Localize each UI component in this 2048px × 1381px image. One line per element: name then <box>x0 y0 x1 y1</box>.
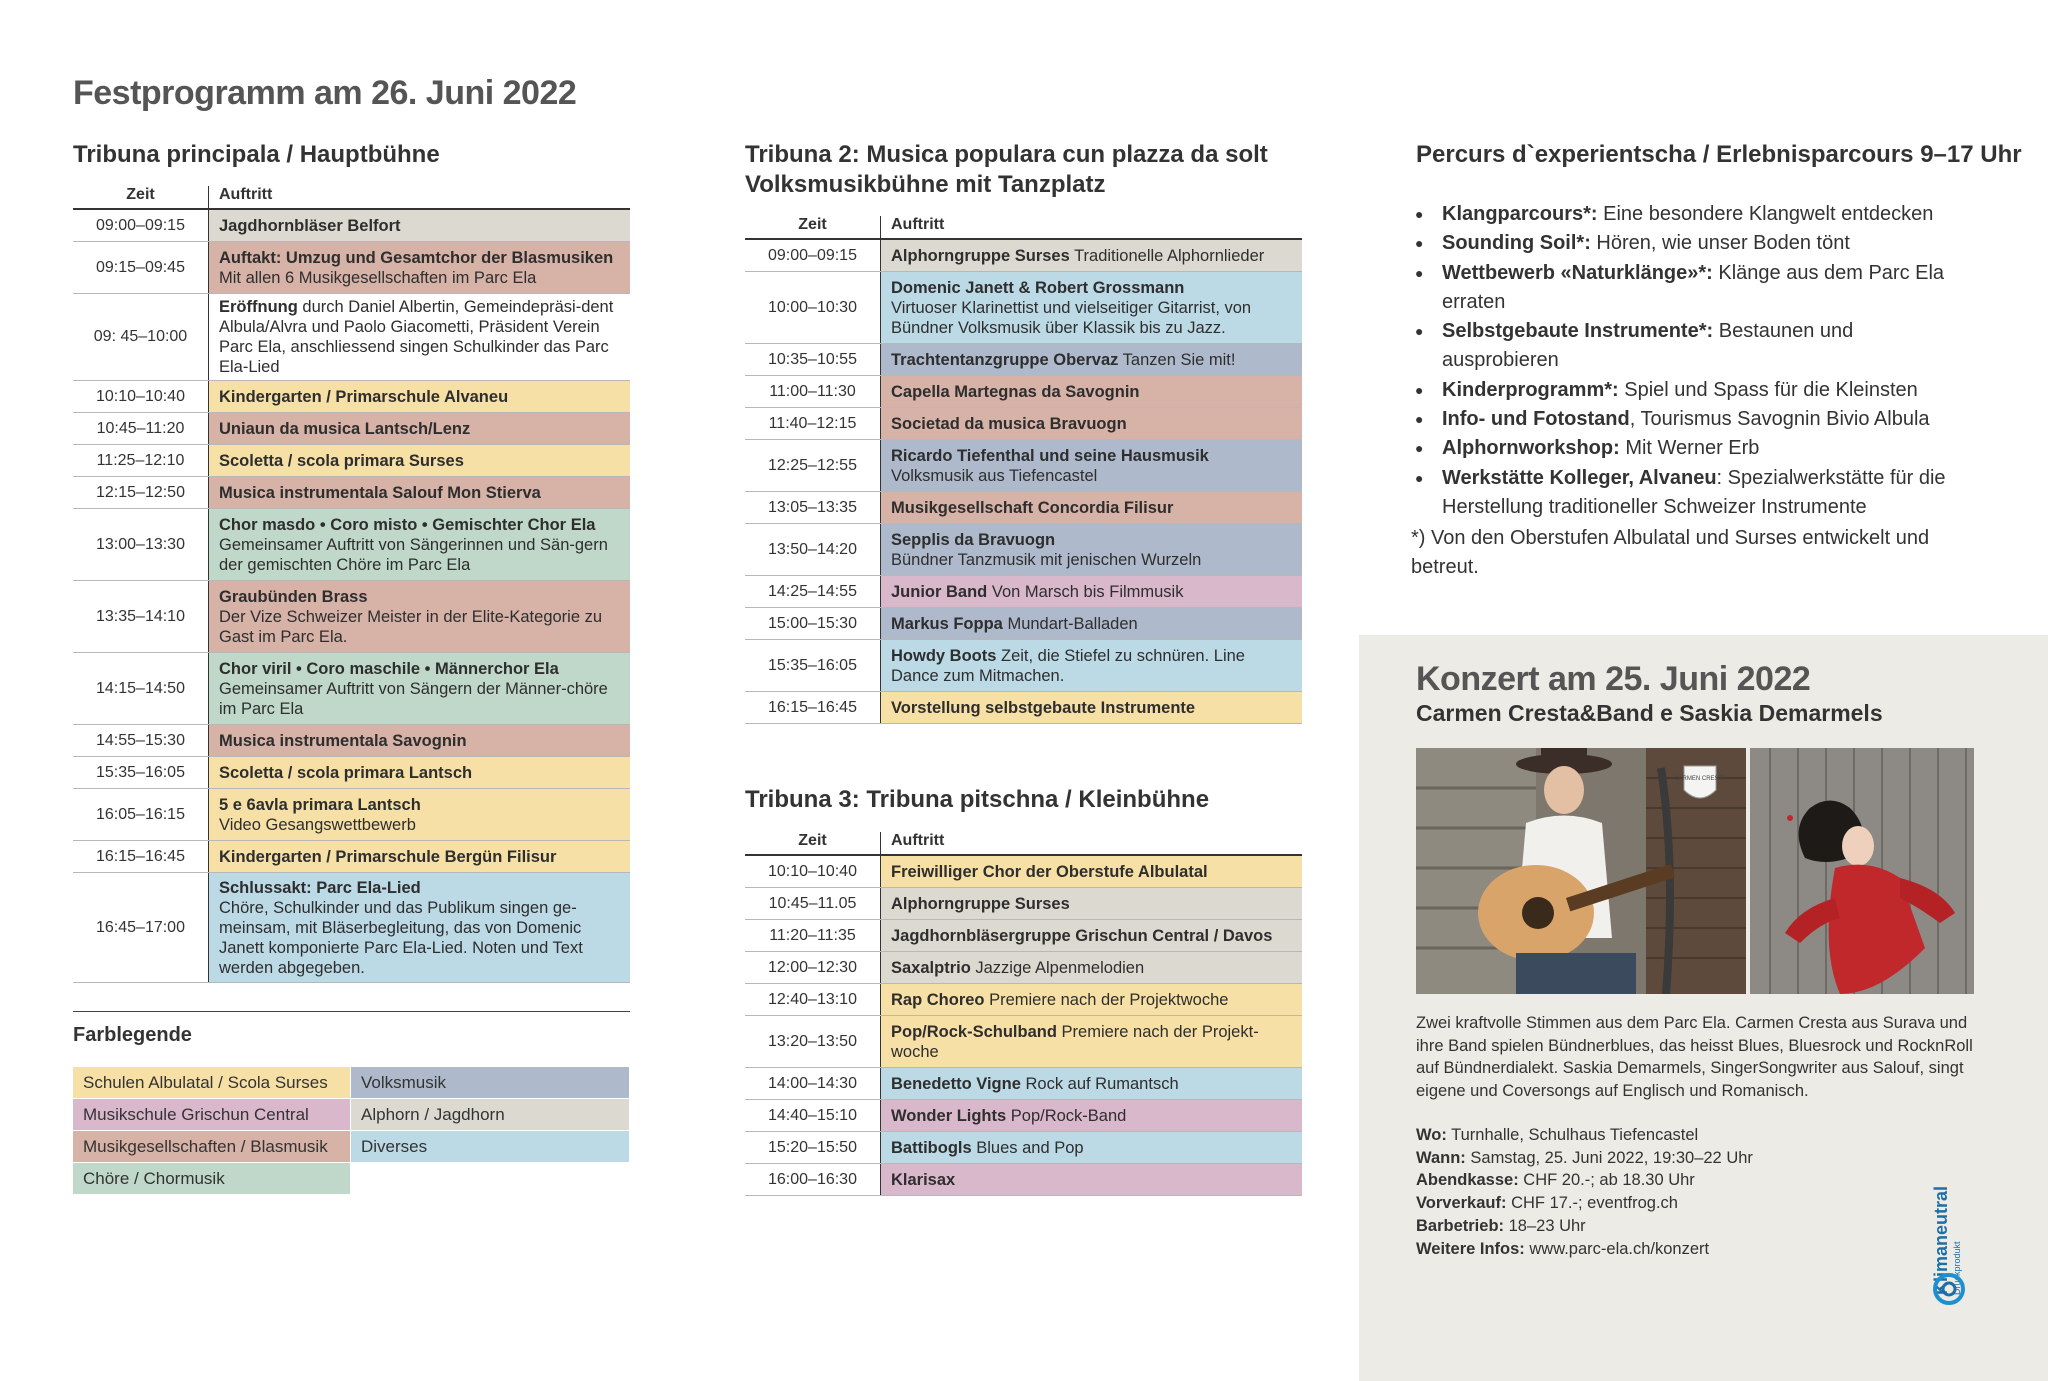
concert-info-label: Wo: <box>1416 1126 1447 1144</box>
act-name: Domenic Janett & Robert Grossmann <box>891 278 1185 297</box>
schedule-row <box>73 509 630 581</box>
time-cell: 12:15–12:50 <box>96 483 185 501</box>
time-cell: 12:25–12:55 <box>768 456 857 474</box>
act-description: Rock auf Rumantsch <box>1020 1074 1179 1093</box>
concert-info-value: Turnhalle, Schulhaus Tiefencastel <box>1446 1126 1699 1144</box>
act-description: Blues and Pop <box>971 1138 1084 1157</box>
schedule-row <box>745 888 1302 920</box>
schedule-row <box>745 408 1302 440</box>
act-cell <box>880 640 1302 691</box>
act-description: Von Marsch bis Filmmusik <box>987 582 1184 601</box>
concert-info-label: Vorverkauf: <box>1416 1194 1507 1213</box>
legend-divider <box>73 1011 630 1012</box>
act-cell <box>880 856 1302 887</box>
act-cell <box>208 294 630 380</box>
schedule-row <box>73 294 630 381</box>
concert-info-value: 18–23 Uhr <box>1504 1216 1586 1235</box>
act-description: Mit allen 6 Musikgesellschaften im Parc Ela <box>219 268 537 287</box>
act-cell <box>880 984 1302 1015</box>
act-name: Scoletta / scola primara Surses <box>219 451 464 470</box>
parcours-item <box>1415 317 1975 376</box>
time-cell: 14:00–14:30 <box>768 1074 857 1092</box>
act-cell <box>208 445 630 476</box>
parcours-item <box>1415 376 1975 405</box>
parcours-item-name: Werkstätte Kolleger, Alvaneu <box>1442 466 1717 489</box>
act-description: Video Gesangswettbewerb <box>219 815 416 834</box>
act-cell <box>880 408 1302 439</box>
time-cell: 15:20–15:50 <box>768 1138 857 1156</box>
act-header: Auftritt <box>880 832 1302 854</box>
parcours-item-text: Klänge aus dem Parc Ela erraten <box>1442 261 1945 313</box>
concert-info-label: Abendkasse: <box>1416 1171 1519 1190</box>
carmen-cresta-badge: CARMEN CRESTA <box>1674 776 1726 782</box>
time-cell: 09:00–09:15 <box>768 246 857 264</box>
legend-title: Farblegende <box>73 1024 192 1046</box>
time-cell: 13:00–13:30 <box>96 535 185 553</box>
schedule-row <box>73 242 630 294</box>
time-cell: 16:45–17:00 <box>96 918 185 936</box>
act-name: Battibogls <box>891 1138 972 1157</box>
legend-item: Chöre / Chormusik <box>73 1163 351 1195</box>
act-name: Vorstellung selbstgebaute Instrumente <box>891 698 1196 717</box>
schedule-row <box>73 381 630 413</box>
schedule-row <box>73 873 630 983</box>
concert-info-value: Samstag, 25. Juni 2022, 19:30–22 Uhr <box>1465 1148 1753 1167</box>
parcours-item <box>1415 200 1975 229</box>
klimaneutral-text: Klimaneutral <box>1931 1185 1951 1295</box>
schedule-row <box>73 413 630 445</box>
act-name: Eröffnung <box>219 298 298 316</box>
time-cell: 13:20–13:50 <box>768 1032 857 1050</box>
schedule-row <box>745 576 1302 608</box>
legend-item: Volksmusik <box>351 1067 630 1099</box>
concert-info-line <box>1416 1169 1976 1192</box>
parcours-item-text: , Tourismus Savognin Bivio Albula <box>1629 408 1930 431</box>
schedule-row <box>745 240 1302 272</box>
time-cell: 10:45–11:20 <box>96 419 185 437</box>
act-name: Jagdhornbläsergruppe Grischun Central / Davos <box>891 926 1273 945</box>
parcours-item-name: Sounding Soil*: <box>1442 232 1591 255</box>
time-cell: 16:15–16:45 <box>96 847 185 865</box>
act-cell <box>208 757 630 788</box>
act-description: Volksmusik aus Tiefencastel <box>891 466 1098 485</box>
act-description: Jazzige Alpenmelodien <box>970 958 1145 977</box>
act-cell <box>880 920 1302 951</box>
time-header: Zeit <box>798 216 827 233</box>
act-cell <box>208 581 630 652</box>
schedule-row <box>745 376 1302 408</box>
act-name: Wonder Lights <box>891 1106 1007 1125</box>
act-cell <box>208 477 630 508</box>
schedule-row <box>745 492 1302 524</box>
act-description: Der Vize Schweizer Meister in der Elite-Kategorie zu Gast im Parc Ela. <box>219 607 603 646</box>
time-cell: 14:40–15:10 <box>768 1106 857 1124</box>
act-description: Tanzen Sie mit! <box>1118 350 1236 369</box>
act-cell <box>880 888 1302 919</box>
schedule-row <box>73 445 630 477</box>
klimaneutral-icon <box>1932 1272 1966 1306</box>
carmen-cresta-photo <box>1416 748 1746 994</box>
schedule-row <box>745 1016 1302 1068</box>
schedule-row <box>745 920 1302 952</box>
schedule-row <box>73 210 630 242</box>
parcours-item-name: Alphornworkshop: <box>1442 437 1620 460</box>
act-name: Junior Band <box>891 582 988 601</box>
act-description: Virtuoser Klarinettist und vielseitiger Gitarrist, von Bündner Volksmusik über Klassik bis zu Jazz. <box>891 298 1252 337</box>
act-cell <box>880 1164 1302 1195</box>
act-cell <box>208 242 630 293</box>
stage2-title-line1: Tribuna 2: Musica populara cun plazza da solt <box>745 141 1268 168</box>
saskia-demarmels-photo <box>1750 748 1974 994</box>
parcours-item-text: Spiel und Spass für die Kleinsten <box>1618 378 1918 401</box>
act-header: Auftritt <box>880 216 1302 238</box>
act-name: Musica instrumentala Salouf Mon Stierva <box>219 483 541 502</box>
schedule-row <box>745 856 1302 888</box>
act-description: Traditionelle Alphornlieder <box>1069 246 1265 265</box>
color-legend <box>73 1067 630 1195</box>
time-cell: 14:15–14:50 <box>96 679 185 697</box>
act-cell <box>880 240 1302 271</box>
parcours-item-name: Klangparcours*: <box>1442 203 1598 225</box>
act-name: Pop/Rock-Schulband <box>891 1022 1057 1041</box>
time-cell: 11:20–11:35 <box>769 926 856 944</box>
act-name: Kindergarten / Primarschule Bergün Filisur <box>219 847 557 866</box>
parcours-title: Percurs d`experientscha / Erlebnisparcours 9–17 Uhr <box>1416 141 2022 168</box>
act-header: Auftritt <box>208 186 630 208</box>
act-name: Chor masdo • Coro misto • Gemischter Chor Ela <box>219 515 596 534</box>
act-name: Graubünden Brass <box>219 587 368 606</box>
legend-item: Musikschule Grischun Central <box>73 1099 351 1131</box>
act-description: Zeit, die Stiefel zu schnüren. Line Dance zum Mitmachen. <box>891 646 1245 685</box>
concert-info-value: CHF 17.-; eventfrog.ch <box>1506 1194 1678 1213</box>
schedule-row <box>73 841 630 873</box>
time-cell: 11:00–11:30 <box>769 382 856 400</box>
act-name: Klarisax <box>891 1170 956 1189</box>
time-cell: 10:10–10:40 <box>768 862 857 880</box>
act-description: durch Daniel Albertin, Gemeindepräsi-dent Albula/Alvra und Paolo Giacometti, Präsident Verein Parc Ela, anschliessend singen Schulkinder das Parc Ela-Lied <box>219 298 614 376</box>
time-cell: 09:15–09:45 <box>96 258 185 276</box>
act-name: Freiwilliger Chor der Oberstufe Albulatal <box>891 862 1208 881</box>
act-cell <box>880 376 1302 407</box>
act-name: Alphorngruppe Surses <box>891 246 1070 265</box>
main-stage-table <box>73 180 630 983</box>
stage2-title-line2: Volksmusikbühne mit Tanzplatz <box>745 171 1106 198</box>
act-description: Mundart-Balladen <box>1002 614 1138 633</box>
schedule-row <box>745 1100 1302 1132</box>
stage2-table <box>745 210 1302 724</box>
schedule-row <box>745 692 1302 724</box>
concert-subtitle: Carmen Cresta&Band e Saskia Demarmels <box>1416 700 1883 726</box>
act-name: Scoletta / scola primara Lantsch <box>219 763 473 782</box>
stage3-title: Tribuna 3: Tribuna pitschna / Kleinbühne <box>745 786 1210 813</box>
time-cell: 15:35–16:05 <box>768 656 857 674</box>
act-cell <box>880 1016 1302 1067</box>
time-cell: 16:00–16:30 <box>768 1170 857 1188</box>
schedule-row <box>745 608 1302 640</box>
legend-item: Diverses <box>351 1131 630 1163</box>
act-name: Sepplis da Bravuogn <box>891 530 1056 549</box>
act-cell <box>208 413 630 444</box>
act-cell <box>208 725 630 756</box>
parcours-item-text: : Spezialwerkstätte für die Herstellung traditioneller Schweizer Instrumente <box>1442 466 1946 518</box>
act-description: Pop/Rock-Band <box>1006 1106 1127 1125</box>
act-cell <box>880 952 1302 983</box>
act-cell <box>880 492 1302 523</box>
time-cell: 10:35–10:55 <box>768 350 857 368</box>
schedule-row <box>745 640 1302 692</box>
time-cell: 09:00–09:15 <box>96 216 185 234</box>
table-header <box>745 210 1302 240</box>
table-header <box>73 180 630 210</box>
concert-description: Zwei kraftvolle Stimmen aus dem Parc Ela. Carmen Cresta aus Surava und ihre Band spielen Bündnerblues, das heisst Blues, Bluesrock und RocknRoll auf Bündnerdialekt. Saskia Demarmels, SingerSongwriter aus Salouf, singt eigene und Coversongs auf Englisch und Romanisch. <box>1416 1014 1973 1101</box>
act-name: Jagdhornbläser Belfort <box>219 216 401 235</box>
act-cell <box>208 789 630 840</box>
act-cell <box>208 873 630 982</box>
parcours-item-text: Bestaunen und ausprobieren <box>1442 320 1854 372</box>
act-cell <box>880 344 1302 375</box>
stage2-title <box>745 140 1268 200</box>
act-description: Gemeinsamer Auftritt von Sängerinnen und Sän-gern der gemischten Chöre im Parc Ela <box>219 535 608 574</box>
time-cell: 10:10–10:40 <box>96 387 185 405</box>
concert-info-value: CHF 20.-; ab 18.30 Uhr <box>1518 1171 1695 1190</box>
act-cell <box>880 1068 1302 1099</box>
concert-info-line <box>1416 1192 1976 1215</box>
schedule-row <box>745 1164 1302 1196</box>
parcours-item-name: Wettbewerb «Naturklänge»*: <box>1442 261 1713 284</box>
concert-info-line <box>1416 1238 1976 1261</box>
parcours-item <box>1415 259 1975 318</box>
parcours-list <box>1415 200 1975 522</box>
parcours-item-name: Selbstgebaute Instrumente*: <box>1442 320 1714 343</box>
act-description: Chöre, Schulkinder und das Publikum singen ge-meinsam, mit Bläserbegleitung, das von Domenic Janett komponierte Parc Ela-Lied. Noten und Text werden abgegeben. <box>219 898 583 977</box>
schedule-row <box>73 477 630 509</box>
act-cell <box>208 381 630 412</box>
act-description: Premiere nach der Projekt-woche <box>891 1022 1259 1061</box>
act-name: Benedetto Vigne <box>891 1074 1021 1093</box>
time-cell: 16:05–16:15 <box>96 805 185 823</box>
parcours-item-name: Kinderprogramm*: <box>1442 378 1619 401</box>
schedule-row <box>73 789 630 841</box>
act-cell <box>880 608 1302 639</box>
act-name: Rap Choreo <box>891 990 985 1009</box>
concert-info-label: Weitere Infos: <box>1416 1239 1525 1258</box>
act-cell <box>880 1132 1302 1163</box>
parcours-item <box>1415 464 1975 523</box>
act-cell <box>880 272 1302 343</box>
main-stage-title: Tribuna principala / Hauptbühne <box>73 141 440 168</box>
act-description: Bündner Tanzmusik mit jenischen Wurzeln <box>891 550 1202 569</box>
concert-info-label: Wann: <box>1416 1148 1466 1167</box>
parcours-item-text: Hören, wie unser Boden tönt <box>1590 232 1850 255</box>
page-title: Festprogramm am 26. Juni 2022 <box>73 74 577 112</box>
act-cell <box>880 576 1302 607</box>
time-cell: 13:50–14:20 <box>768 540 857 558</box>
time-cell: 12:40–13:10 <box>768 990 857 1008</box>
schedule-row <box>745 1068 1302 1100</box>
stage3-table <box>745 826 1302 1196</box>
act-cell <box>880 440 1302 491</box>
time-cell: 10:45–11.05 <box>768 894 857 912</box>
act-name: Auftakt: Umzug und Gesamtchor der Blasmusiken <box>219 248 614 267</box>
schedule-row <box>745 272 1302 344</box>
time-cell: 10:00–10:30 <box>768 298 857 316</box>
concert-info-value: www.parc-ela.ch/konzert <box>1524 1239 1710 1258</box>
parcours-footnote: *) Von den Oberstufen Albulatal und Surses entwickelt und betreut. <box>1411 527 1930 579</box>
schedule-row <box>745 344 1302 376</box>
act-description: Gemeinsamer Auftritt von Sängern der Männer-chöre im Parc Ela <box>219 679 608 718</box>
time-cell: 13:35–14:10 <box>96 607 185 625</box>
klimaneutral-subtext: Druckprodukt <box>1952 1241 1962 1295</box>
concert-info-label: Barbetrieb: <box>1416 1216 1505 1235</box>
act-name: Howdy Boots <box>891 646 997 665</box>
time-header: Zeit <box>126 186 155 203</box>
time-header: Zeit <box>798 832 827 849</box>
act-cell <box>880 692 1302 723</box>
concert-info-line <box>1416 1215 1976 1238</box>
time-cell: 14:25–14:55 <box>768 582 857 600</box>
parcours-item <box>1415 229 1975 258</box>
act-name: Societad da musica Bravuogn <box>891 414 1127 433</box>
act-name: 5 e 6avla primara Lantsch <box>219 795 421 814</box>
parcours-item <box>1415 405 1975 434</box>
schedule-row <box>745 1132 1302 1164</box>
time-cell: 14:55–15:30 <box>96 731 185 749</box>
act-cell <box>208 509 630 580</box>
time-cell: 11:40–12:15 <box>768 414 857 432</box>
schedule-row <box>745 524 1302 576</box>
act-cell <box>208 841 630 872</box>
act-cell <box>880 1100 1302 1131</box>
schedule-row <box>73 653 630 725</box>
parcours-item-name: Info- und Fotostand <box>1442 408 1630 431</box>
concert-info <box>1416 1124 1976 1260</box>
act-cell <box>208 210 630 241</box>
concert-info-line <box>1416 1124 1976 1147</box>
time-cell: 11:25–12:10 <box>96 451 185 469</box>
schedule-row <box>745 952 1302 984</box>
legend-item: Musikgesellschaften / Blasmusik <box>73 1131 351 1163</box>
act-name: Markus Foppa <box>891 614 1003 633</box>
act-description: Premiere nach der Projektwoche <box>984 990 1229 1009</box>
parcours-item-text: Mit Werner Erb <box>1619 437 1760 460</box>
concert-info-line <box>1416 1147 1976 1170</box>
legend-item: Schulen Albulatal / Scola Surses <box>73 1067 351 1099</box>
act-name: Capella Martegnas da Savognin <box>891 382 1140 401</box>
schedule-row <box>73 725 630 757</box>
act-name: Ricardo Tiefenthal und seine Hausmusik <box>891 446 1209 465</box>
act-name: Alphorngruppe Surses <box>891 894 1070 913</box>
schedule-row <box>745 440 1302 492</box>
time-cell: 15:35–16:05 <box>96 763 185 781</box>
time-cell: 15:00–15:30 <box>768 614 857 632</box>
act-cell <box>208 653 630 724</box>
act-name: Saxalptrio <box>891 958 971 977</box>
schedule-row <box>73 757 630 789</box>
legend-item: Alphorn / Jagdhorn <box>351 1099 630 1131</box>
time-cell: 09: 45–10:00 <box>93 328 188 345</box>
act-name: Kindergarten / Primarschule Alvaneu <box>219 387 509 406</box>
time-cell: 13:05–13:35 <box>768 498 857 516</box>
schedule-row <box>745 984 1302 1016</box>
table-header <box>745 826 1302 856</box>
time-cell: 16:15–16:45 <box>768 698 857 716</box>
act-name: Uniaun da musica Lantsch/Lenz <box>219 419 471 438</box>
time-cell: 12:00–12:30 <box>768 958 857 976</box>
parcours-item-text: Eine besondere Klangwelt entdecken <box>1597 203 1934 225</box>
act-name: Chor viril • Coro maschile • Männerchor Ela <box>219 659 559 678</box>
act-name: Schlussakt: Parc Ela-Lied <box>219 878 421 897</box>
concert-title: Konzert am 25. Juni 2022 <box>1416 660 1811 698</box>
act-name: Musica instrumentala Savognin <box>219 731 467 750</box>
schedule-row <box>73 581 630 653</box>
act-cell <box>880 524 1302 575</box>
act-name: Trachtentanzgruppe Obervaz <box>891 350 1119 369</box>
parcours-item <box>1415 434 1975 463</box>
act-name: Musikgesellschaft Concordia Filisur <box>891 498 1174 517</box>
